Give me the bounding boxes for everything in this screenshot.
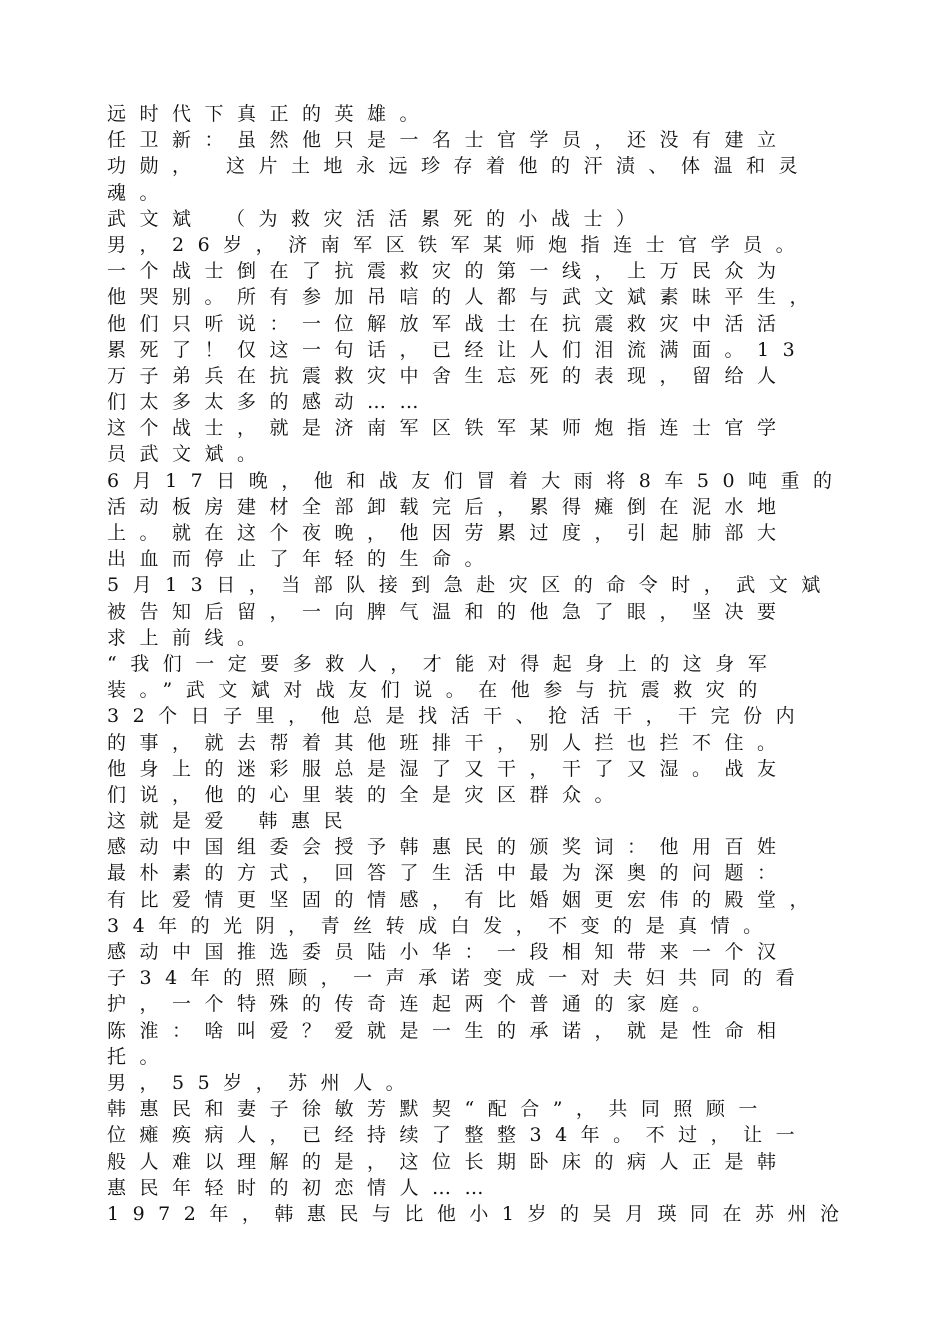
text-line: 位瘫痪病人，已经持续了整整34年。不过，让一 [107, 1124, 809, 1147]
text-line: 5月13日，当部队接到急赴灾区的命令时，武文斌 [107, 574, 834, 597]
text-line: 陈淮：啥叫爱？爱就是一生的承诺，就是性命相 [107, 1019, 790, 1042]
text-line: 子34年的照顾，一声承诺变成一对夫妇共同的看 [107, 967, 809, 990]
text-line: 出血而停止了年轻的生命。 [107, 548, 498, 571]
text-line: 功勋， 这片土地永远珍存着他的汗渍、体温和灵 [107, 155, 812, 178]
text-line: 般人难以理解的是，这位长期卧床的病人正是韩 [107, 1150, 790, 1173]
text-line: 32个日子里，他总是找活干、抢活干，干完份内 [107, 705, 809, 728]
text-line: 托。 [107, 1045, 173, 1068]
section-heading-wu-wenbin: 武文斌 （为救灾活活累死的小战士） [107, 207, 649, 230]
text-line: 有比爱情更坚固的情感，有比婚姻更宏伟的殿堂， [107, 888, 823, 911]
text-line: 34年的光阴，青丝转成白发，不变的是真情。 [107, 914, 776, 937]
text-line: 这个战士，就是济南军区铁军某师炮指连士官学 [107, 417, 790, 440]
text-line: 感动中国组委会授予韩惠民的颁奖词：他用百姓 [107, 836, 790, 859]
text-line: 男，55岁，苏州人。 [107, 1071, 419, 1094]
text-line: 他身上的迷彩服总是湿了又干，干了又湿。战友 [107, 757, 790, 780]
text-line: 惠民年轻时的初恋情人…… [107, 1176, 498, 1199]
text-line: 求上前线。 [107, 626, 270, 649]
text-line: 被告知后留，一向脾气温和的他急了眼，坚决要 [107, 600, 790, 623]
text-line: 万子弟兵在抗震救灾中舍生忘死的表现，留给人 [107, 364, 790, 387]
text-line: 们太多太多的感动…… [107, 391, 433, 414]
text-line: 累死了！仅这一句话，已经让人们泪流满面。13 [107, 338, 809, 361]
text-line: 韩惠民和妻子徐敏芳默契“配合”，共同照顾一 [107, 1098, 771, 1121]
text-line: 们说，他的心里装的全是灾区群众。 [107, 783, 628, 806]
text-line: 他们只听说：一位解放军战士在抗震救灾中活活 [107, 312, 790, 335]
text-line: 1972年，韩惠民与比他小1岁的吴月瑛同在苏州沧 [107, 1202, 853, 1225]
text-line: 感动中国推选委员陆小华：一段相知带来一个汉 [107, 941, 790, 963]
text-line: 装。”武文斌对战友们说。在他参与抗震救灾的 [107, 679, 771, 702]
document-body-text [107, 101, 867, 1227]
text-line: 护，一个特殊的传奇连起两个普通的家庭。 [107, 993, 725, 1016]
section-heading-han-huimin: 这就是爱 韩惠民 [107, 810, 357, 833]
text-line: 一个战士倒在了抗震救灾的第一线，上万民众为 [107, 260, 790, 283]
text-line: 他哭别。所有参加吊唁的人都与武文斌素昧平生， [107, 286, 823, 309]
text-line: 上。就在这个夜晚，他因劳累过度，引起肺部大 [107, 522, 790, 544]
text-line: 男，26岁，济南军区铁军某师炮指连士官学员。 [107, 233, 809, 256]
text-line: 远时代下真正的英雄。 [107, 103, 433, 125]
text-line: 最朴素的方式，回答了生活中最为深奥的问题： [107, 862, 790, 885]
text-line: 任卫新：虽然他只是一名士官学员，还没有建立 [107, 129, 790, 152]
text-line: 魂。 [107, 181, 173, 204]
text-line: 活动板房建材全部卸载完后，累得瘫倒在泥水地 [107, 495, 790, 518]
text-line: 的事，就去帮着其他班排干，别人拦也拦不住。 [107, 731, 790, 754]
text-line: “我们一定要多救人，才能对得起身上的这身军 [107, 652, 781, 675]
text-line: 6月17日晚，他和战友们冒着大雨将8车50吨重的 [107, 469, 846, 492]
text-line: 员武文斌。 [107, 443, 270, 466]
